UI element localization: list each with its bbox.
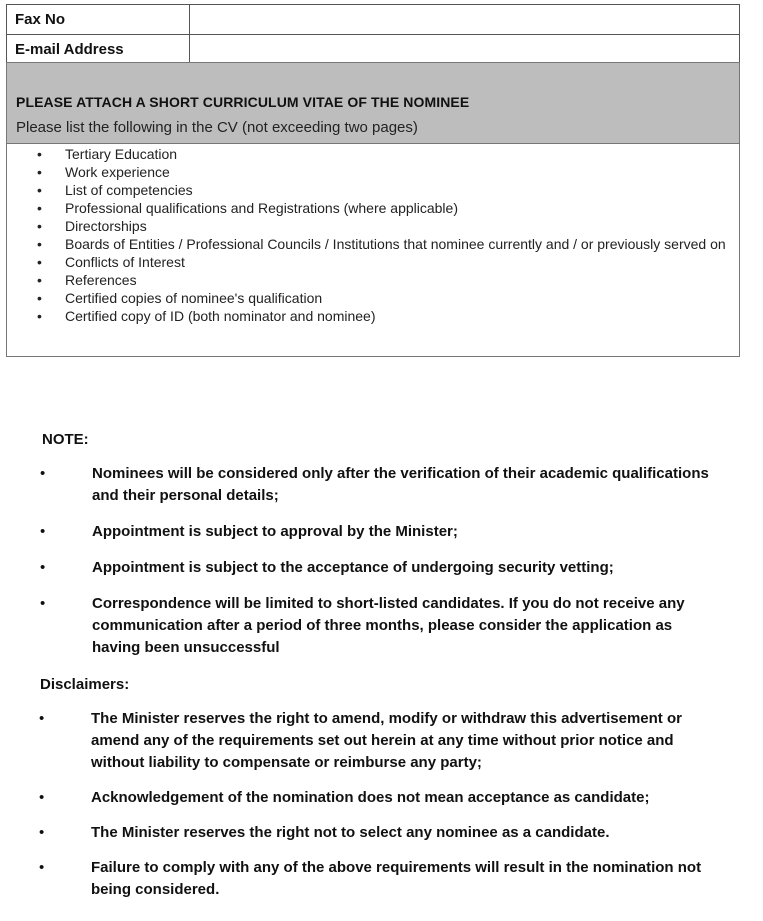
disclaimers-list	[39, 708, 719, 914]
list-item: • Professional qualifications and Registrations (where applicable)	[7, 199, 727, 217]
list-item: • Correspondence will be limited to short-listed candidates. If you do not receive any communication after a period of three months, please consider the application as having been unsuccessful	[40, 593, 720, 659]
list-item: • Work experience	[7, 163, 727, 181]
email-label: E-mail Address	[7, 35, 190, 65]
email-value-field[interactable]	[190, 35, 740, 65]
cv-title: PLEASE ATTACH A SHORT CURRICULUM VITAE OF THE NOMINEE	[16, 94, 470, 110]
list-item: • Appointment is subject to the acceptance of undergoing security vetting;	[40, 557, 720, 579]
fax-row	[7, 5, 740, 35]
list-item: • References	[7, 271, 727, 289]
list-item: • Certified copies of nominee's qualification	[7, 289, 727, 307]
list-item: • Failure to comply with any of the above requirements will result in the nomination not being considered.	[39, 857, 719, 901]
list-item: • Certified copy of ID (both nominator and nominee)	[7, 307, 727, 325]
list-item: • Tertiary Education	[7, 145, 727, 163]
list-item: • The Minister reserves the right to amend, modify or withdraw this advertisement or amend any of the requirements set out herein at any time without prior notice and without liability to compensate or reimburse any party;	[39, 708, 719, 774]
list-item: • The Minister reserves the right not to select any nominee as a candidate.	[39, 822, 719, 844]
email-row	[7, 35, 740, 65]
list-item: • Directorships	[7, 217, 727, 235]
fax-value-field[interactable]	[190, 5, 740, 35]
contact-table	[6, 4, 740, 65]
cv-header	[7, 63, 739, 144]
list-item: • Acknowledgement of the nomination does not mean acceptance as candidate;	[39, 787, 719, 809]
fax-label: Fax No	[7, 5, 190, 35]
note-list	[40, 463, 720, 673]
cv-section	[6, 62, 740, 357]
list-item: • List of competencies	[7, 181, 727, 199]
list-item: • Appointment is subject to approval by the Minister;	[40, 521, 720, 543]
note-heading: NOTE:	[42, 431, 89, 448]
disclaimers-heading: Disclaimers:	[40, 676, 130, 693]
cv-subtitle: Please list the following in the CV (not exceeding two pages)	[16, 119, 418, 136]
cv-requirements-list	[7, 145, 727, 325]
list-item: • Conflicts of Interest	[7, 253, 727, 271]
list-item: • Boards of Entities / Professional Councils / Institutions that nominee currently and / or previously served on	[7, 235, 727, 253]
list-item: • Nominees will be considered only after the verification of their academic qualifications and their personal details;	[40, 463, 720, 507]
